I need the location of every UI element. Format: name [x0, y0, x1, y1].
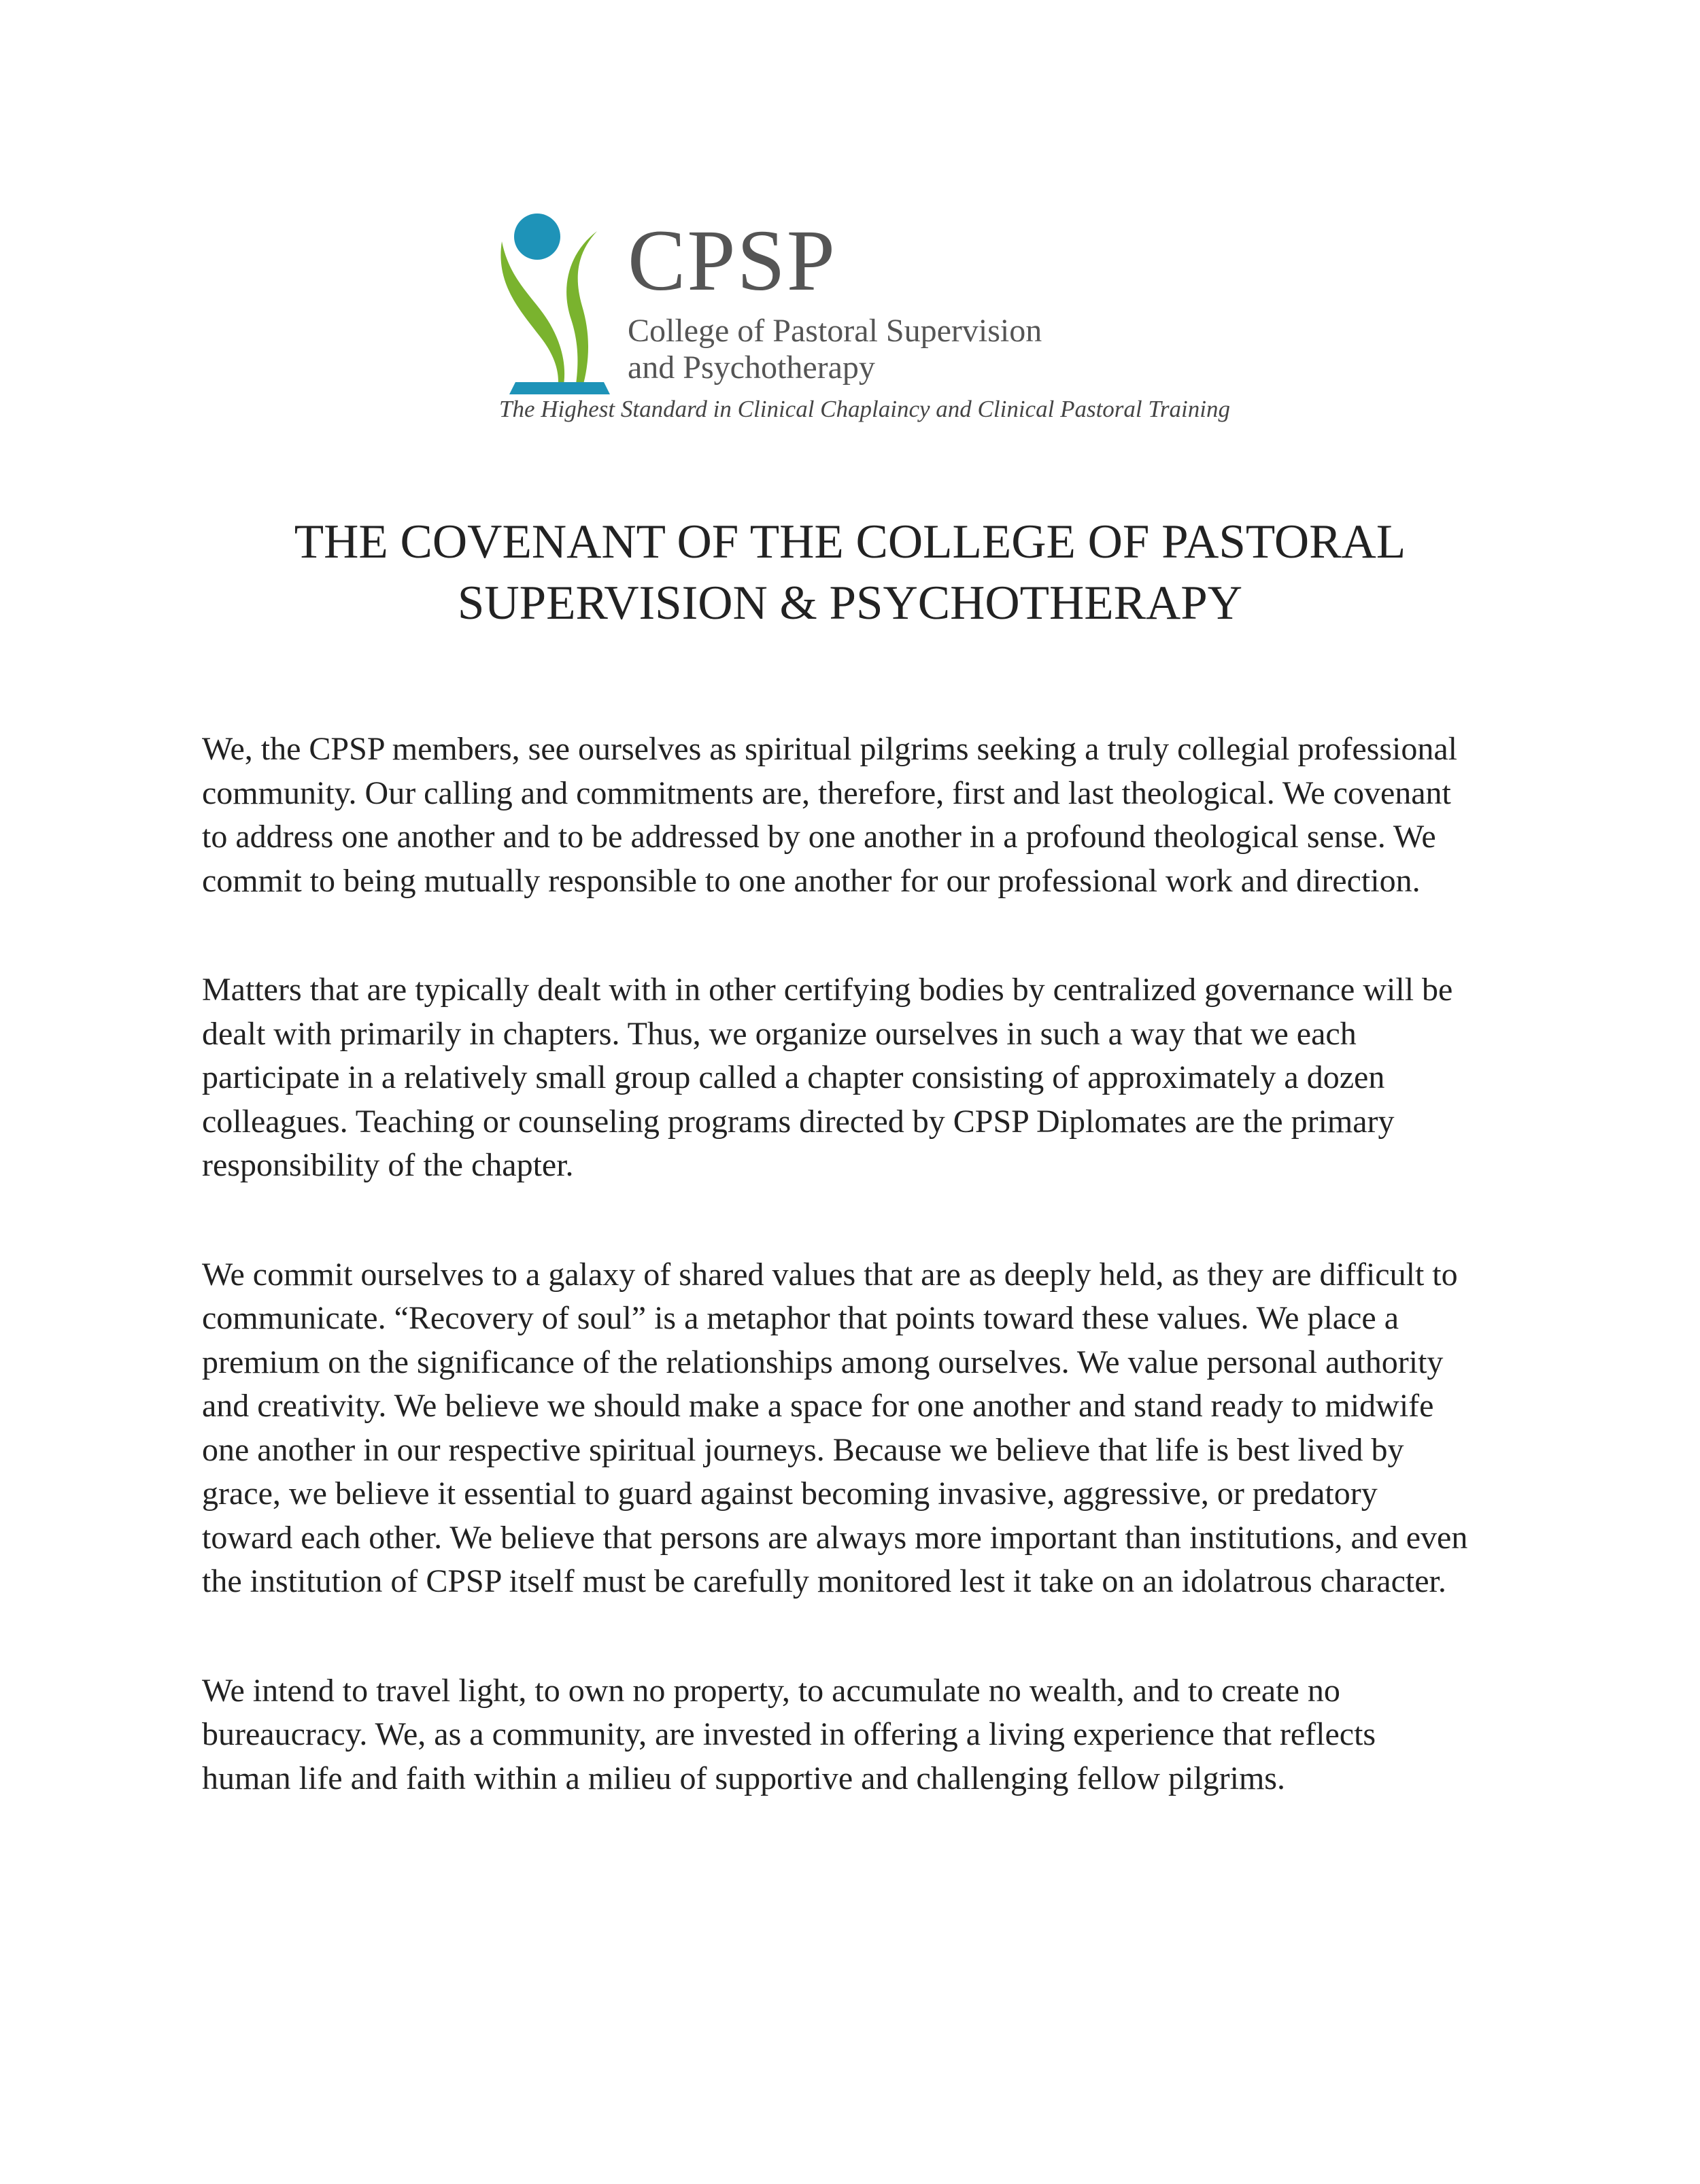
paragraph-line: premium on the significance of the relationships among ourselves. We value personal authority	[202, 1344, 1444, 1380]
paragraph-line: participate in a relatively small group called a chapter consisting of approximately a dozen	[202, 1059, 1385, 1095]
document-title	[170, 511, 1530, 634]
emblem-circle	[514, 214, 560, 260]
paragraph-1	[202, 728, 1535, 903]
paragraph-line: colleagues. Teaching or counseling programs directed by CPSP Diplomates are the primary	[202, 1103, 1395, 1140]
paragraph-4	[202, 1669, 1535, 1801]
paragraph-line: Matters that are typically dealt with in other certifying bodies by centralized governance will be	[202, 972, 1453, 1008]
paragraph-line: one another in our respective spiritual journeys. Because we believe that life is best lived by	[202, 1431, 1404, 1468]
paragraph-line: bureaucracy. We, as a community, are invested in offering a living experience that reflects	[202, 1716, 1376, 1752]
paragraph-line: dealt with primarily in chapters. Thus, we organize ourselves in such a way that we each	[202, 1015, 1357, 1052]
paragraph-line: communicate. “Recovery of soul” is a metaphor that points toward these values. We place a	[202, 1300, 1399, 1336]
paragraph-line: and creativity. We believe we should make a space for one another and stand ready to midwife	[202, 1388, 1434, 1424]
cpsp-emblem-icon	[495, 211, 631, 394]
emblem-base	[509, 382, 611, 394]
paragraph-line: the institution of CPSP itself must be carefully monitored lest it take on an idolatrous character.	[202, 1563, 1446, 1599]
paragraph-line: We intend to travel light, to own no property, to accumulate no wealth, and to create no	[202, 1672, 1340, 1709]
paragraph-2	[202, 968, 1535, 1188]
paragraph-line: grace, we believe it essential to guard against becoming invasive, aggressive, or predatory	[202, 1475, 1378, 1512]
logo-organization-name	[628, 313, 1042, 386]
cpsp-logo	[495, 211, 1230, 428]
title-line-1: THE COVENANT OF THE COLLEGE OF PASTORAL	[294, 515, 1406, 568]
paragraph-line: community. Our calling and commitments are, therefore, first and last theological. We covenant	[202, 774, 1451, 811]
emblem-left-leaf	[500, 241, 564, 389]
paragraph-3	[202, 1253, 1535, 1604]
paragraph-line: We commit ourselves to a galaxy of shared values that are as deeply held, as they are difficult to	[202, 1256, 1458, 1293]
logo-abbreviation: CPSP	[628, 212, 836, 309]
logo-name-line-2: and Psychotherapy	[628, 349, 875, 386]
title-line-2: SUPERVISION & PSYCHOTHERAPY	[457, 577, 1243, 630]
logo-name-line-1: College of Pastoral Supervision	[628, 313, 1042, 349]
paragraph-line: responsibility of the chapter.	[202, 1147, 574, 1183]
covenant-body	[202, 728, 1535, 1866]
paragraph-line: toward each other. We believe that persons are always more important than institutions, and even	[202, 1519, 1468, 1556]
paragraph-line: to address one another and to be addressed by one another in a profound theological sense. We	[202, 819, 1436, 855]
emblem-right-leaf	[566, 231, 597, 389]
paragraph-line: human life and faith within a milieu of supportive and challenging fellow pilgrims.	[202, 1760, 1285, 1796]
paragraph-line: We, the CPSP members, see ourselves as spiritual pilgrims seeking a truly collegial professional	[202, 731, 1458, 767]
paragraph-line: commit to being mutually responsible to one another for our professional work and direction.	[202, 862, 1421, 899]
logo-tagline: The Highest Standard in Clinical Chaplaincy and Clinical Pastoral Training	[499, 396, 1230, 422]
